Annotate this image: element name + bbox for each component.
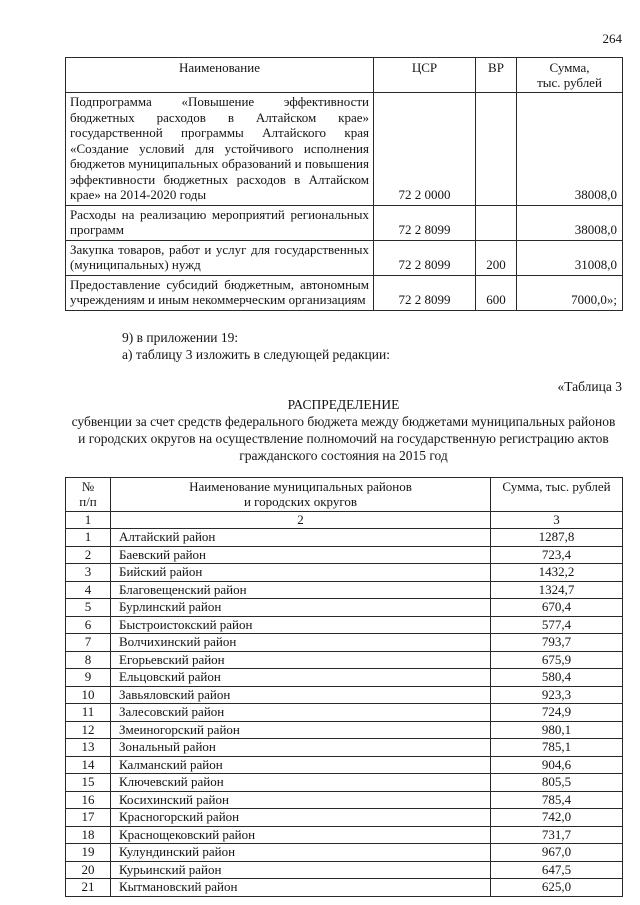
district-sum: 785,1 <box>491 739 623 757</box>
budget-row-vr <box>476 205 517 240</box>
district-number: 5 <box>66 599 111 617</box>
district-sum: 1432,2 <box>491 564 623 582</box>
distribution-table-row <box>66 791 623 809</box>
district-number: 9 <box>66 669 111 687</box>
distribution-table-header-row <box>66 477 623 511</box>
district-number: 8 <box>66 651 111 669</box>
colnum-2: 2 <box>111 511 491 529</box>
budget-row-name: Подпрограмма «Повышение эффективности бюджетных расходов в Алтайском крае» государственной программы Алтайского края «Создание условий для устойчивого исполнения бюджетов муниципальных образований и повышения эффективности бюджетных расходов в Алтайском крае» на 2014-2020 годы <box>66 93 374 206</box>
district-sum: 580,4 <box>491 669 623 687</box>
distribution-table-row <box>66 599 623 617</box>
district-name: Баевский район <box>111 546 491 564</box>
budget-table-header-vr: ВР <box>476 58 517 93</box>
district-name: Ельцовский район <box>111 669 491 687</box>
distribution-table-row <box>66 581 623 599</box>
district-number: 17 <box>66 809 111 827</box>
district-sum: 904,6 <box>491 756 623 774</box>
budget-row-name: Предоставление субсидий бюджетным, автономным учреждениям и иным некоммерческим организациям <box>66 275 374 310</box>
district-sum: 675,9 <box>491 651 623 669</box>
district-sum: 805,5 <box>491 774 623 792</box>
district-sum: 980,1 <box>491 721 623 739</box>
district-number: 10 <box>66 686 111 704</box>
budget-table-header-row <box>66 58 623 93</box>
budget-table-row <box>66 205 623 240</box>
distribution-table-row <box>66 564 623 582</box>
district-name: Благовещенский район <box>111 581 491 599</box>
budget-row-sum: 38008,0 <box>517 205 623 240</box>
district-sum: 967,0 <box>491 844 623 862</box>
district-number: 2 <box>66 546 111 564</box>
table-3-subtitle: субвенции за счет средств федерального бюджета между бюджетами муниципальных районов и городских округов на осуществление полномочий на государственную регистрацию актов гражданского состояния на 2015 год <box>71 413 616 463</box>
district-sum: 723,4 <box>491 546 623 564</box>
budget-row-vr: 200 <box>476 240 517 275</box>
budget-table-header-sum-line2: тыс. рублей <box>537 75 602 90</box>
table-3-label: «Таблица 3 <box>557 378 622 394</box>
colnum-3: 3 <box>491 511 623 529</box>
distribution-table-row <box>66 756 623 774</box>
budget-row-name: Расходы на реализацию мероприятий региональных программ <box>66 205 374 240</box>
district-name: Егорьевский район <box>111 651 491 669</box>
district-number: 11 <box>66 704 111 722</box>
district-name: Быстроистокский район <box>111 616 491 634</box>
district-number: 13 <box>66 739 111 757</box>
budget-table-header-sum <box>517 58 623 93</box>
district-number: 20 <box>66 861 111 879</box>
distribution-table-header-name-line1: Наименование муниципальных районов <box>189 478 412 494</box>
district-name: Красногорский район <box>111 809 491 827</box>
budget-row-sum: 31008,0 <box>517 240 623 275</box>
distribution-table-colnum-row <box>66 511 623 529</box>
distribution-table-row <box>66 616 623 634</box>
district-name: Завьяловский район <box>111 686 491 704</box>
district-sum: 785,4 <box>491 791 623 809</box>
distribution-table-header-num-line1: № <box>81 478 95 494</box>
budget-table-row <box>66 275 623 310</box>
district-name: Кытмановский район <box>111 879 491 897</box>
district-sum: 577,4 <box>491 616 623 634</box>
amendment-paragraphs <box>65 329 622 363</box>
district-number: 12 <box>66 721 111 739</box>
district-name: Кулундинский район <box>111 844 491 862</box>
district-sum: 923,3 <box>491 686 623 704</box>
district-sum: 1324,7 <box>491 581 623 599</box>
paragraph-item-a: а) таблицу 3 изложить в следующей редакции: <box>122 346 390 362</box>
district-name: Залесовский район <box>111 704 491 722</box>
district-number: 4 <box>66 581 111 599</box>
district-sum: 724,9 <box>491 704 623 722</box>
district-number: 16 <box>66 791 111 809</box>
distribution-table-header-name-line2: и городских округов <box>243 494 358 509</box>
budget-row-csr: 72 2 8099 <box>374 205 476 240</box>
district-name: Ключевский район <box>111 774 491 792</box>
distribution-table-row <box>66 651 623 669</box>
district-name: Зональный район <box>111 739 491 757</box>
district-number: 21 <box>66 879 111 897</box>
budget-row-vr: 600 <box>476 275 517 310</box>
district-number: 19 <box>66 844 111 862</box>
district-name: Бийский район <box>111 564 491 582</box>
budget-table-header-name: Наименование <box>66 58 374 93</box>
budget-table-header-sum-line1: Сумма, <box>549 60 590 75</box>
distribution-table-header-sum: Сумма, тыс. рублей <box>491 477 623 511</box>
district-name: Волчихинский район <box>111 634 491 652</box>
district-number: 14 <box>66 756 111 774</box>
district-sum: 1287,8 <box>491 529 623 547</box>
distribution-table <box>65 477 623 897</box>
budget-row-sum: 7000,0»; <box>517 275 623 310</box>
district-name: Алтайский район <box>111 529 491 547</box>
page-number: 264 <box>602 31 622 46</box>
district-sum: 670,4 <box>491 599 623 617</box>
distribution-table-row <box>66 844 623 862</box>
budget-row-csr: 72 2 8099 <box>374 275 476 310</box>
budget-table-row <box>66 93 623 206</box>
distribution-table-row <box>66 809 623 827</box>
district-name: Краснощековский район <box>111 826 491 844</box>
district-sum: 731,7 <box>491 826 623 844</box>
district-number: 1 <box>66 529 111 547</box>
district-number: 18 <box>66 826 111 844</box>
district-number: 3 <box>66 564 111 582</box>
distribution-table-row <box>66 739 623 757</box>
district-sum: 793,7 <box>491 634 623 652</box>
distribution-table-header-num <box>66 477 111 511</box>
district-sum: 647,5 <box>491 861 623 879</box>
budget-row-csr: 72 2 8099 <box>374 240 476 275</box>
distribution-table-header-num-line2: п/п <box>79 494 97 509</box>
distribution-table-row <box>66 669 623 687</box>
budget-row-sum: 38008,0 <box>517 93 623 206</box>
distribution-table-row <box>66 704 623 722</box>
budget-table-header-csr: ЦСР <box>374 58 476 93</box>
distribution-table-row <box>66 546 623 564</box>
distribution-table-header-name <box>111 477 491 511</box>
district-name: Курьинский район <box>111 861 491 879</box>
district-name: Бурлинский район <box>111 599 491 617</box>
budget-row-vr <box>476 93 517 206</box>
budget-table-body <box>66 93 623 311</box>
distribution-table-row <box>66 721 623 739</box>
budget-row-csr: 72 2 0000 <box>374 93 476 206</box>
district-name: Косихинский район <box>111 791 491 809</box>
paragraph-item-9: 9) в приложении 19: <box>122 329 239 345</box>
distribution-table-body <box>66 511 623 896</box>
district-sum: 742,0 <box>491 809 623 827</box>
distribution-table-row <box>66 529 623 547</box>
distribution-table-row <box>66 826 623 844</box>
budget-table <box>65 57 623 311</box>
district-number: 15 <box>66 774 111 792</box>
district-name: Калманский район <box>111 756 491 774</box>
district-number: 6 <box>66 616 111 634</box>
distribution-table-row <box>66 861 623 879</box>
colnum-1: 1 <box>66 511 111 529</box>
district-name: Змеиногорский район <box>111 721 491 739</box>
budget-row-name: Закупка товаров, работ и услуг для государственных (муниципальных) нужд <box>66 240 374 275</box>
distribution-table-row <box>66 686 623 704</box>
district-number: 7 <box>66 634 111 652</box>
distribution-table-row <box>66 774 623 792</box>
budget-table-row <box>66 240 623 275</box>
distribution-table-row <box>66 879 623 897</box>
table-3-title: РАСПРЕДЕЛЕНИЕ <box>287 396 400 412</box>
district-sum: 625,0 <box>491 879 623 897</box>
distribution-table-row <box>66 634 623 652</box>
